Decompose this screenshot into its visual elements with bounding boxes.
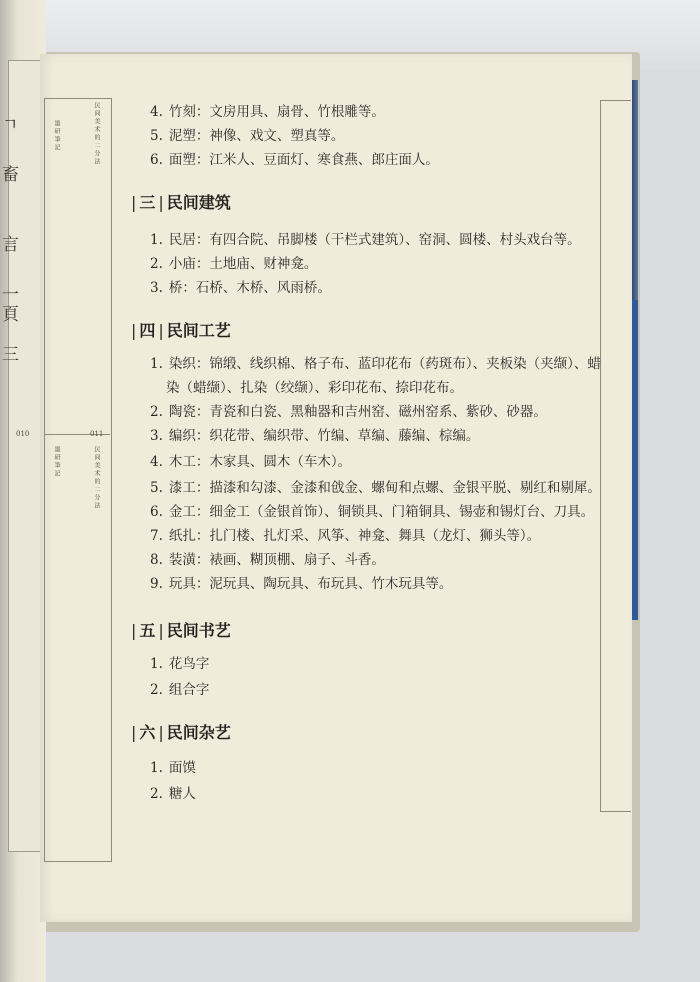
list-item: 9. 玩具：泥玩具、陶玩具、布玩具、竹木玩具等。 (150, 576, 453, 592)
margin-vertical-text: 墨研筆記 (53, 446, 60, 478)
left-page-glyph: 言 (2, 235, 19, 255)
list-item: 2. 小庙：土地庙、财神龛。 (150, 256, 318, 272)
section-heading: | 六 | 民间杂艺 (131, 723, 231, 742)
left-page-glyph: 畜 (2, 165, 19, 185)
list-item: 3. 编织：织花带、编织带、竹编、草编、藤编、棕编。 (150, 428, 480, 444)
list-item: 4. 木工：木家具、圆木（车木）。 (150, 454, 352, 470)
list-item: 1. 民居：有四合院、吊脚楼（干栏式建筑）、窑洞、圆楼、村头戏台等。 (150, 232, 581, 248)
list-item: 1. 染织：锦缎、线织棉、格子布、蓝印花布（药斑布）、夹板染（夹缬）、蜡 (150, 356, 601, 372)
list-item: 6. 面塑：江米人、豆面灯、寒食燕、郎庄面人。 (150, 152, 439, 168)
list-item: 2. 陶瓷：青瓷和白瓷、黑釉器和吉州窑、磁州窑系、紫砂、砂器。 (150, 404, 547, 420)
list-item: 8. 装潢：裱画、糊顶棚、扇子、斗香。 (150, 552, 385, 568)
list-item: 5. 漆工：描漆和勾漆、金漆和戗金、螺甸和点螺、金银平脱、剔红和剔犀。 (150, 480, 601, 496)
list-item: 1. 花鸟字 (150, 656, 210, 672)
book-page (16, 54, 632, 922)
list-item: 3. 桥：石桥、木桥、风雨桥。 (150, 280, 331, 296)
left-page-glyph: 三 (2, 345, 19, 365)
list-item-continuation: 染（蜡缬）、扎染（绞缬）、彩印花布、捺印花布。 (166, 380, 463, 396)
list-item: 2. 组合字 (150, 682, 210, 698)
left-page-glyph: 頁 (2, 305, 19, 325)
section-heading: | 四 | 民间工艺 (131, 321, 231, 340)
section-heading: | 五 | 民间书艺 (131, 621, 231, 640)
list-item: 6. 金工：细金工（金银首饰）、铜锁具、门箱铜具、锡壶和锡灯台、刀具。 (150, 504, 595, 520)
left-page-glyph: ㄱ (2, 115, 19, 135)
list-item: 4. 竹刻：文房用具、扇骨、竹根雕等。 (150, 104, 385, 120)
left-page-glyph: 一 (2, 285, 19, 305)
page-number-right: 011 (90, 430, 104, 438)
margin-vertical-title: 民间美术的二分法 (93, 102, 100, 166)
list-item: 1. 面馍 (150, 760, 196, 776)
list-item: 5. 泥塑：神像、戏文、塑真等。 (150, 128, 345, 144)
margin-vertical-title: 民间美术的二分法 (93, 446, 100, 510)
list-item: 7. 纸扎：扎门楼、扎灯采、风筝、神龛、舞具（龙灯、狮头等）。 (150, 528, 541, 544)
section-heading: | 三 | 民间建筑 (131, 193, 231, 212)
page-content (40, 54, 632, 922)
list-item: 2. 糖人 (150, 786, 196, 802)
page-number-left: 010 (16, 430, 30, 438)
margin-vertical-text: 墨研筆記 (53, 120, 60, 152)
